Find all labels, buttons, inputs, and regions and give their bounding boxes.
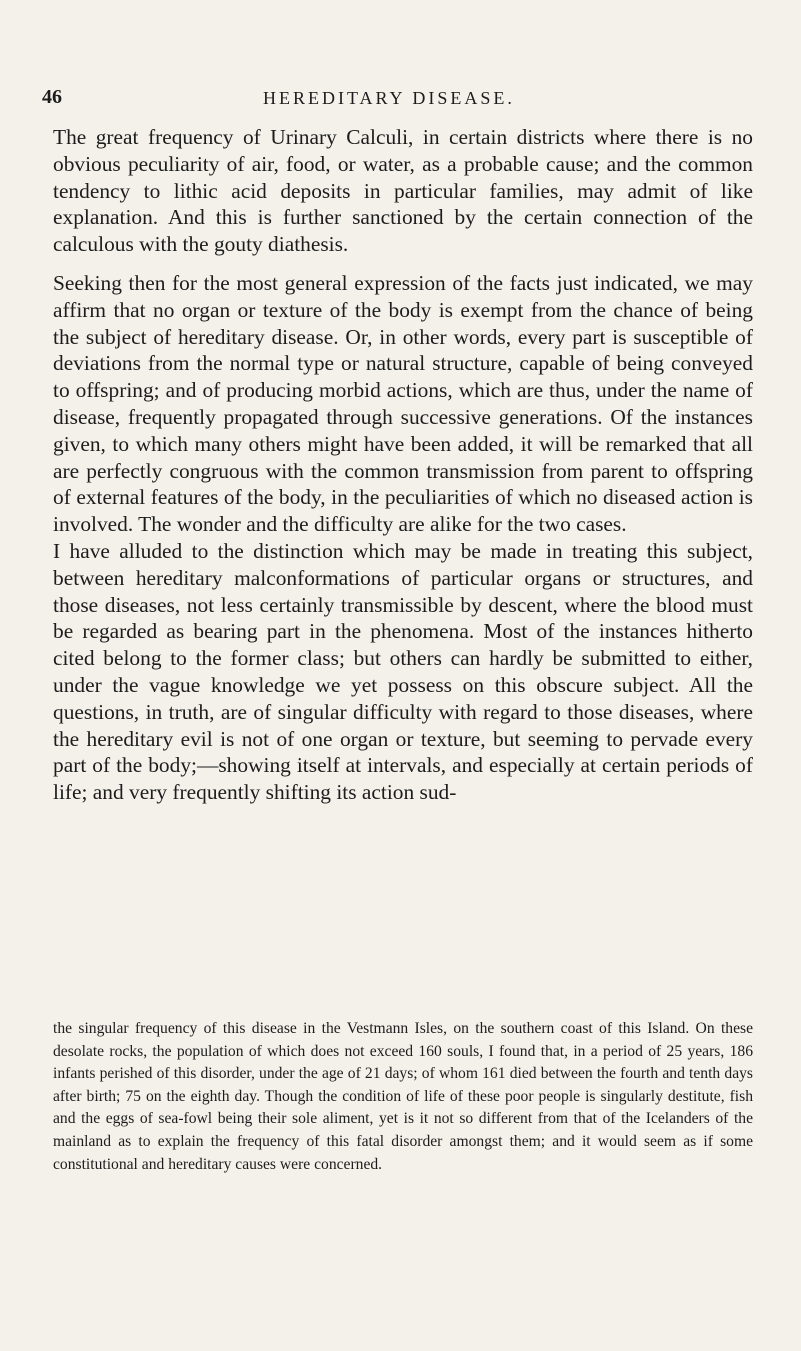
paragraph-urinary-calculi: The great frequency of Urinary Calculi, in certain districts where there is no obvious peculiarity of air, food, or water, as a probable cause; and the common tendency to lithic acid deposits in particular families, may admit of like explanation. And this is further sanctioned by the certain connection of the calculous with the gouty diathesis. (53, 125, 753, 257)
body-text (53, 124, 753, 806)
page-number: 46 (42, 86, 62, 108)
paragraph-spacer (53, 258, 753, 270)
paragraph-distinction: I have alluded to the distinction which may be made in treating this subject, between hereditary malconformations of particular organs or structures, and those diseases, not less certainly transmissible by descent, where the blood must be regarded as bearing part in the phenomena. Most of the instances hitherto cited belong to the former class; but others can hardly be submitted to either, under the vague knowledge we yet possess on this obscure subject. All the questions, in truth, are of singular difficulty with regard to those diseases, where the hereditary evil is not of one organ or texture, but seeming to pervade every part of the body;—showing itself at intervals, and especially at certain periods of life; and very frequently shifting its action sud- (53, 538, 753, 805)
paragraph-general-expression: Seeking then for the most general expression of the facts just indicated, we may affirm that no organ or texture of the body is exempt from the chance of being the subject of hereditary disease. Or, in other words, every part is susceptible of deviations from the normal type or natural structure, capable of being conveyed to offspring; and of producing morbid actions, which are thus, under the name of disease, frequently propagated through successive generations. Of the instances given, to which many others might have been added, it will be remarked that all are perfectly congruous with the common transmission from parent to offspring of external features of the body, in the peculiarities of which no diseased action is involved. The wonder and the difficulty are alike for the two cases. (53, 270, 753, 537)
running-title: HEREDITARY DISEASE. (263, 88, 515, 108)
footnote: the singular frequency of this disease in the Vestmann Isles, on the southern coast of this Island. On these desolate rocks, the population of which does not exceed 160 souls, I found that, in a period of 25 years, 186 infants perished of this disorder, under the age of 21 days; of whom 161 died between the fourth and tenth days after birth; 75 on the eighth day. Though the condition of life of these poor people is singularly destitute, fish and the eggs of sea-fowl being their sole aliment, yet is it not so different from that of the Icelanders of the mainland as to explain the frequency of this fatal disorder amongst them; and it would seem as if some constitutional and hereditary causes were concerned. (53, 1020, 753, 1173)
running-head (42, 86, 762, 114)
